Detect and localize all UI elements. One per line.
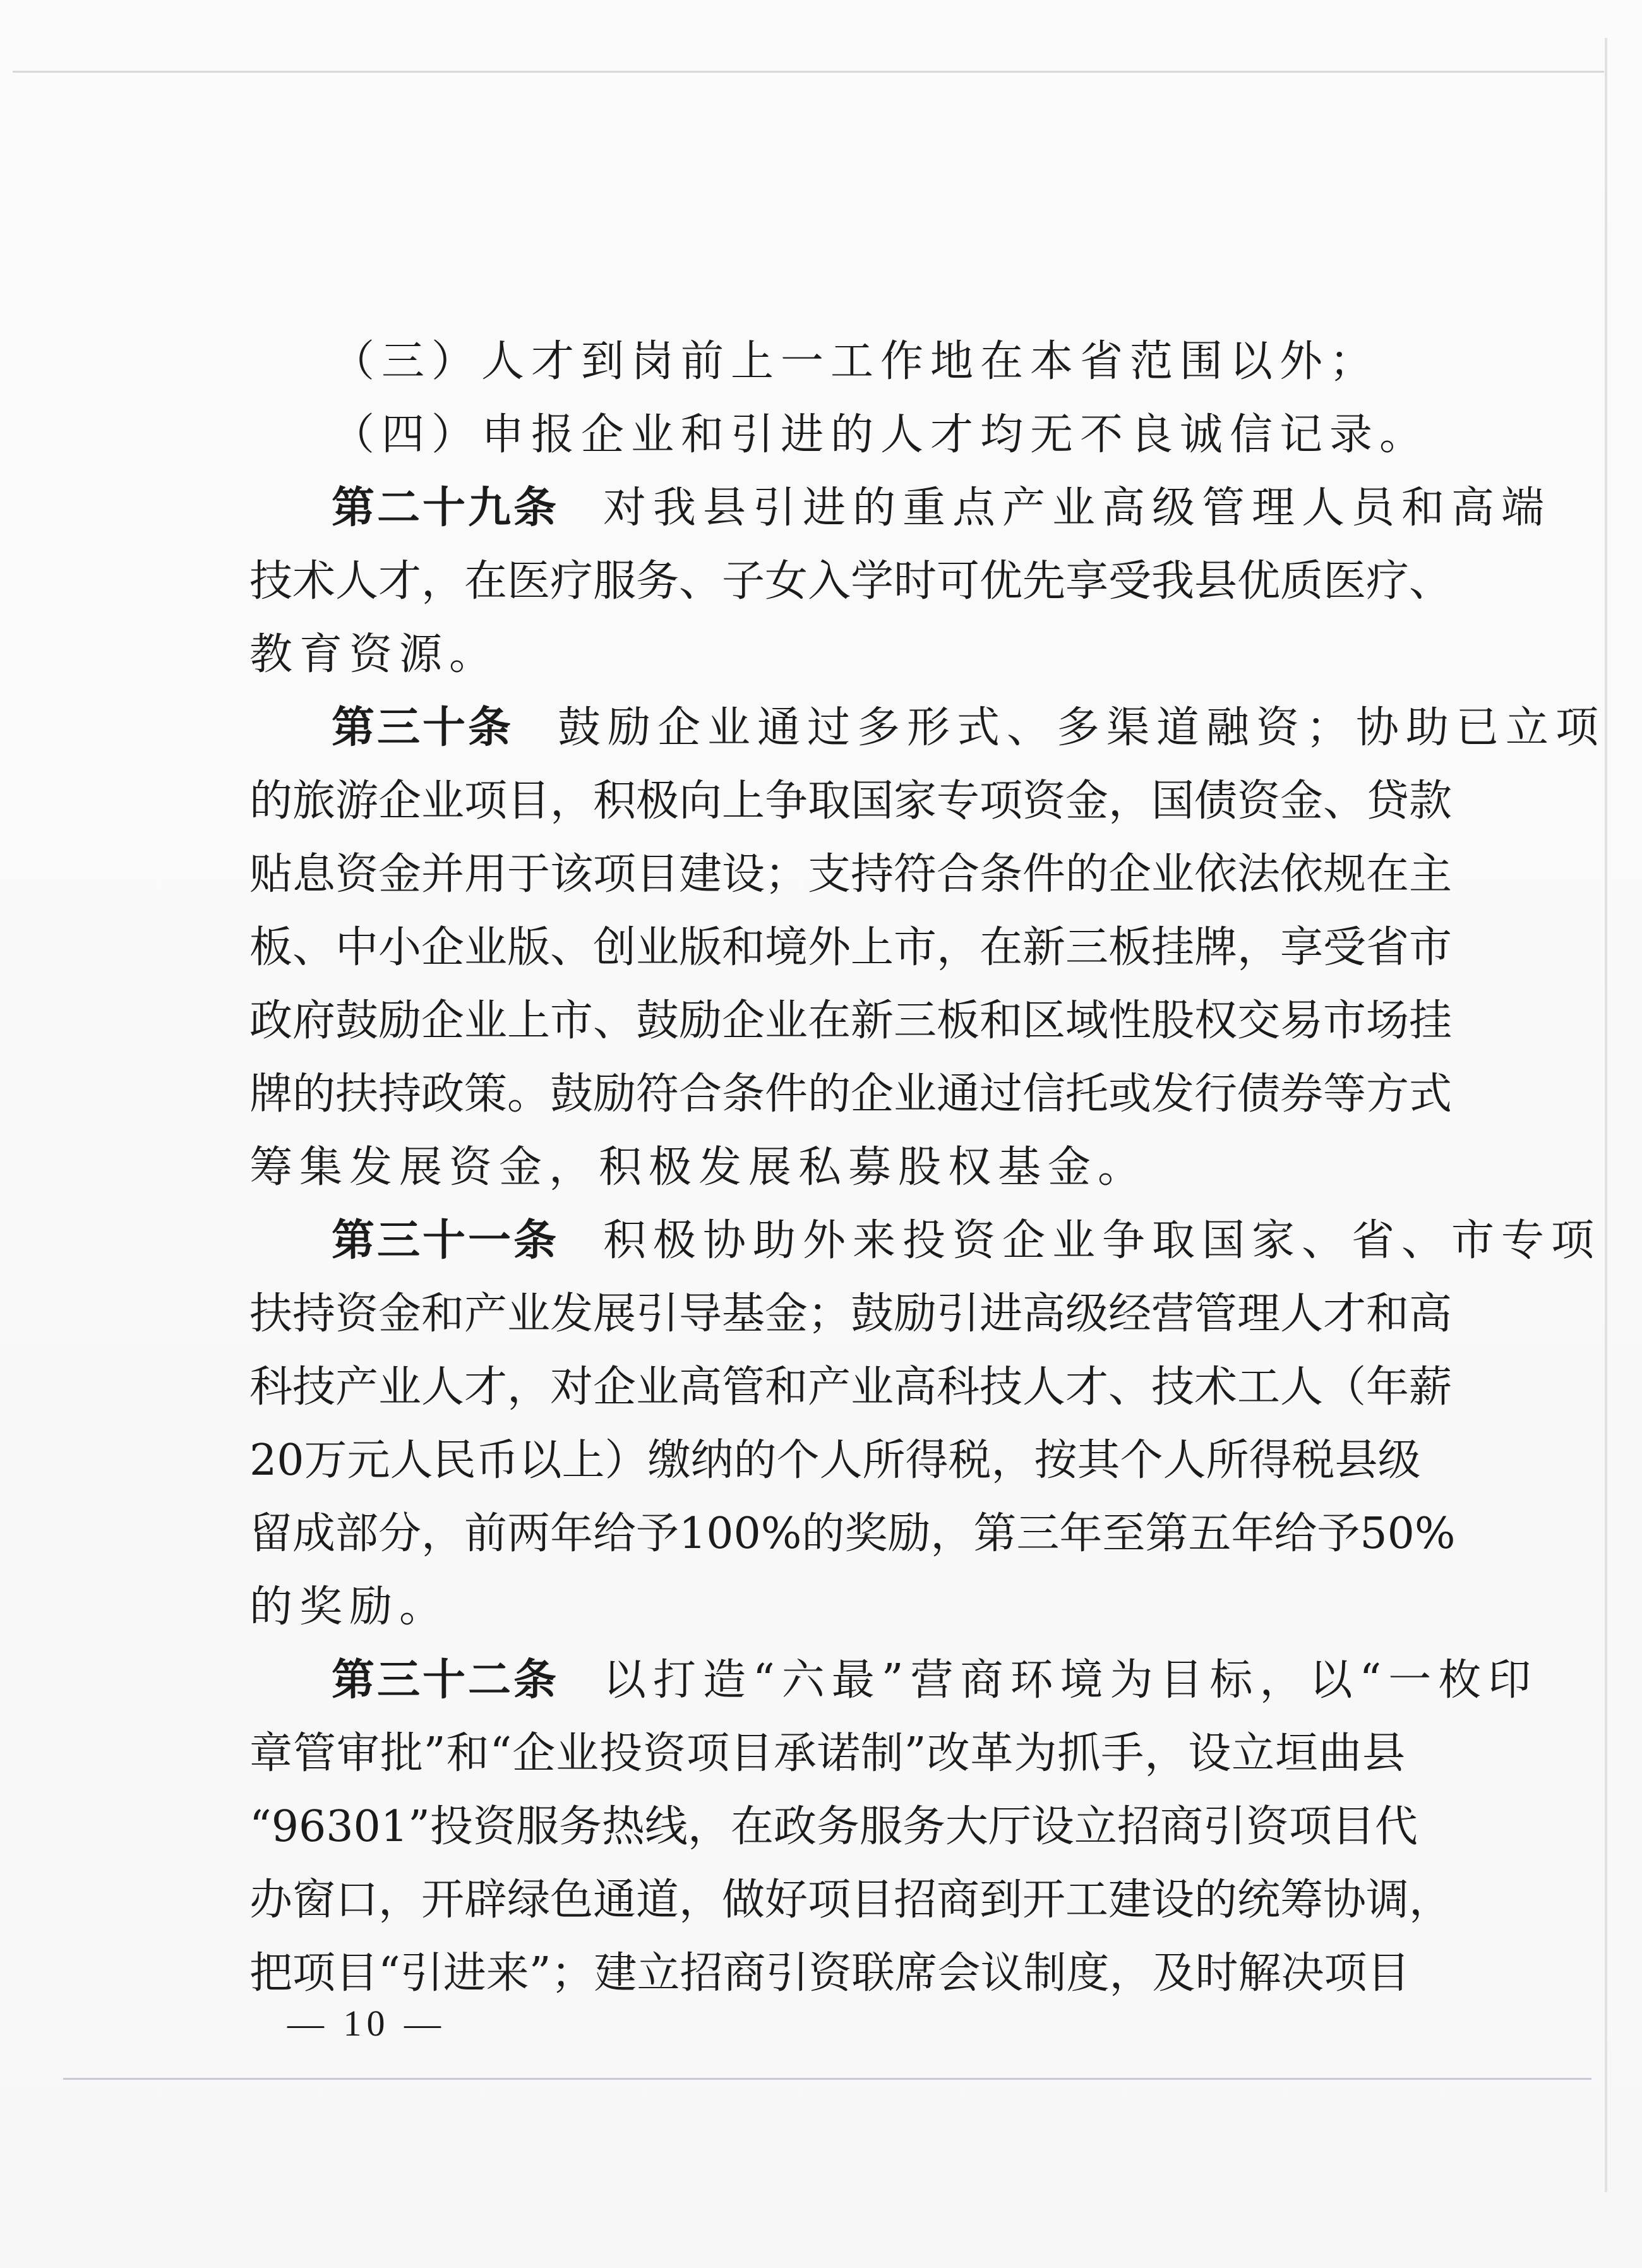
document-body: [249, 325, 1606, 2010]
article-30-line: 板、中小企业版、创业版和境外上市，在新三板挂牌，享受省市: [249, 923, 1453, 973]
article-32-line: 办窗口，开辟绿色通道，做好项目招商到开工建设的统筹协调，: [249, 1875, 1453, 1925]
list-item: [249, 325, 1405, 399]
article-30-first-line: [249, 692, 1606, 765]
article-32-line: 把项目“引进来”；建立招商引资联席会议制度，及时解决项目: [249, 1948, 1410, 1998]
page-number: — 10 —: [287, 2003, 446, 2044]
list-item-label: （三）: [332, 337, 482, 387]
article-32-title: 第三十二条: [332, 1655, 560, 1705]
page-right-edge: [1605, 38, 1607, 2192]
article-31-title: 第三十一条: [332, 1216, 560, 1266]
article-31-line: 20万元人民币以上）缴纳的个人所得税，按其个人所得税县级: [249, 1436, 1421, 1485]
page-top-border: [13, 71, 1604, 73]
article-31-text: 积极协助外来投资企业争取国家、省、市专项: [603, 1216, 1602, 1266]
article-30-line: 牌的扶持政策。鼓励符合条件的企业通过信托或发行债券等方式: [249, 1069, 1453, 1119]
article-29-line: 技术人才，在医疗服务、子女入学时可优先享受我县优质医疗、: [249, 556, 1453, 606]
article-32-line: “96301”投资服务热线，在政务服务大厅设立招商引资项目代: [249, 1802, 1418, 1852]
article-29-text: 对我县引进的重点产业高级管理人员和高端: [603, 483, 1552, 533]
article-31-line: 的奖励。: [249, 1582, 450, 1632]
page-bottom-line: [63, 2078, 1591, 2080]
article-31-line: 扶持资金和产业发展引导基金；鼓励引进高级经营管理人才和高: [249, 1289, 1453, 1339]
list-item: [249, 399, 1430, 472]
article-32-text: 以打造“六最”营商环境为目标，以“一枚印: [603, 1655, 1538, 1705]
article-32-first-line: [249, 1644, 1538, 1717]
article-30-line: 贴息资金并用于该项目建设；支持符合条件的企业依法依规在主: [249, 849, 1453, 899]
list-item-text: 申报企业和引进的人才均无不良诚信记录。: [481, 410, 1430, 460]
article-31-line: 科技产业人才，对企业高管和产业高科技人才、技术工人（年薪: [249, 1362, 1453, 1412]
article-31-line: 留成部分，前两年给予100%的奖励，第三年至第五年给予50%: [249, 1509, 1456, 1559]
article-29-title: 第二十九条: [332, 483, 560, 533]
article-29-first-line: [249, 472, 1552, 545]
article-30-line: 筹集发展资金，积极发展私募股权基金。: [249, 1143, 1148, 1192]
article-29-line: 教育资源。: [249, 630, 500, 680]
article-30-line: 的旅游企业项目，积极向上争取国家专项资金，国债资金、贷款: [249, 776, 1453, 826]
article-30-title: 第三十条: [332, 703, 514, 753]
article-32-line: 章管审批”和“企业投资项目承诺制”改革为抓手，设立垣曲县: [249, 1729, 1405, 1779]
list-item-text: 人才到岗前上一工作地在本省范围以外；: [481, 337, 1380, 387]
article-31-first-line: [249, 1204, 1602, 1278]
list-item-label: （四）: [332, 410, 482, 460]
article-30-text: 鼓励企业通过多形式、多渠道融资；协助已立项: [558, 703, 1606, 753]
article-30-line: 政府鼓励企业上市、鼓励企业在新三板和区域性股权交易市场挂: [249, 996, 1453, 1046]
